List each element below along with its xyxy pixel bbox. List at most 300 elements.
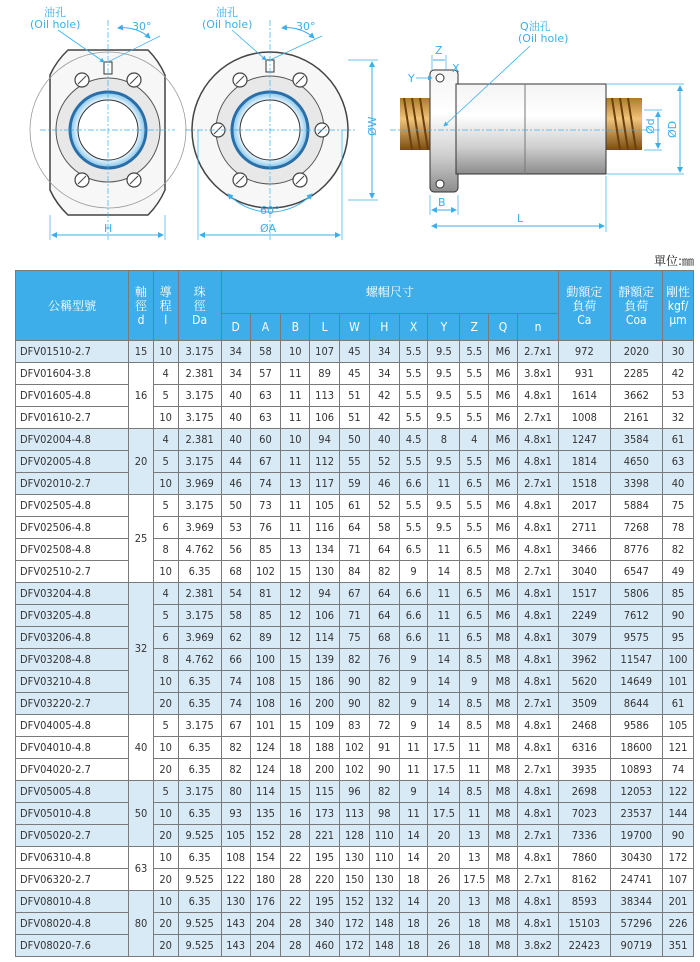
angle-label-left: 30° [132,20,152,33]
cell-rigidity: 75 [663,495,694,517]
cell-B: 18 [281,759,310,781]
cell-Y: 11 [428,627,460,649]
cell-X: 5.5 [399,495,428,517]
cell-Q: M8 [489,803,518,825]
cell-Coa: 9575 [610,627,662,649]
header-ball-line1: 珠 [193,284,206,299]
technical-drawings [0,0,700,255]
header-shaft-line2: 徑 [134,298,147,313]
cell-X: 11 [399,759,428,781]
cell-A: 154 [250,847,281,869]
cell-lead: 8 [153,649,178,671]
cell-Ca: 3040 [559,561,610,583]
q-oil-hole-en: (Oil hole) [518,32,569,45]
cell-H: 82 [369,693,399,715]
cell-X: 6.6 [399,627,428,649]
cell-ball-dia: 2.381 [178,363,221,385]
cell-rigidity: 172 [663,847,694,869]
cell-A: 124 [250,759,281,781]
cell-Z: 11 [460,803,489,825]
cell-model: DFV03220-2.7 [16,693,129,715]
cell-B: 11 [281,517,310,539]
cell-X: 9 [399,649,428,671]
cell-X: 6.6 [399,605,428,627]
cell-model: DFV01604-3.8 [16,363,129,385]
cell-Z: 8.5 [460,649,489,671]
cell-Y: 9.5 [428,341,460,363]
cell-W: 150 [340,869,370,891]
cell-B: 12 [281,605,310,627]
header-dynamic-line2: 負荷 [572,298,597,313]
cell-lead: 10 [153,473,178,495]
cell-model: DFV08010-4.8 [16,891,129,913]
cell-n: 2.7x1 [517,759,558,781]
table-row [16,605,694,627]
cell-Z: 18 [460,935,489,957]
cell-W: 61 [340,495,370,517]
cell-model: DFV02004-4.8 [16,429,129,451]
cell-Z: 5.5 [460,385,489,407]
cell-Y: 17.5 [428,803,460,825]
cell-Ca: 1518 [559,473,610,495]
cell-A: 101 [250,715,281,737]
cell-Q: M6 [489,385,518,407]
cell-Ca: 7860 [559,847,610,869]
front-view-flat-flange [30,5,186,240]
cell-A: 81 [250,583,281,605]
cell-lead: 5 [153,451,178,473]
header-rigidity-line2: kgf/ [667,298,689,313]
cell-ball-dia: 6.35 [178,803,221,825]
header-lead-line1: 導 [159,284,172,299]
cell-B: 22 [281,891,310,913]
cell-rigidity: 85 [663,583,694,605]
cell-n: 4.8x1 [517,913,558,935]
cell-Coa: 3584 [610,429,662,451]
table-row [16,495,694,517]
cell-W: 83 [340,715,370,737]
cell-rigidity: 107 [663,869,694,891]
cell-L: 106 [310,407,340,429]
cell-Ca: 3466 [559,539,610,561]
cell-lead: 6 [153,517,178,539]
cell-H: 82 [369,671,399,693]
cell-Y: 11 [428,473,460,495]
cell-W: 71 [340,539,370,561]
cell-D: 34 [221,363,250,385]
header-static-load [610,271,662,341]
cell-ball-dia: 4.762 [178,539,221,561]
header-ball [178,271,221,341]
cell-B: 12 [281,627,310,649]
spec-table-body [16,341,694,957]
cell-Coa: 7612 [610,605,662,627]
cell-ball-dia: 9.525 [178,913,221,935]
oil-hole-en-left: (Oil hole) [30,18,81,31]
cell-rigidity: 61 [663,429,694,451]
cell-Ca: 7336 [559,825,610,847]
table-row [16,627,694,649]
cell-X: 5.5 [399,407,428,429]
cell-Z: 5.5 [460,341,489,363]
q-oil-hole-zh: Q油孔 [520,20,551,33]
cell-A: 63 [250,385,281,407]
cell-Coa: 5884 [610,495,662,517]
header-D: D [221,314,250,341]
cell-Z: 8.5 [460,781,489,803]
cell-H: 46 [369,473,399,495]
cell-rigidity: 351 [663,935,694,957]
cell-D: 143 [221,913,250,935]
cell-Y: 20 [428,891,460,913]
cell-Z: 9 [460,671,489,693]
cell-Y: 11 [428,605,460,627]
cell-H: 52 [369,495,399,517]
cell-X: 11 [399,803,428,825]
cell-model: DFV08020-4.8 [16,913,129,935]
cell-W: 102 [340,737,370,759]
cell-D: 40 [221,407,250,429]
cell-W: 128 [340,825,370,847]
cell-H: 34 [369,341,399,363]
cell-lead: 20 [153,693,178,715]
header-dynamic-sym: Ca [577,312,592,327]
dim-X: X [452,62,460,75]
cell-Coa: 8776 [610,539,662,561]
cell-Q: M8 [489,737,518,759]
cell-Y: 20 [428,847,460,869]
cell-Z: 8.5 [460,715,489,737]
cell-Y: 11 [428,583,460,605]
cell-L: 139 [310,649,340,671]
cell-lead: 8 [153,539,178,561]
table-row [16,671,694,693]
cell-Y: 8 [428,429,460,451]
cell-B: 11 [281,407,310,429]
cell-A: 60 [250,429,281,451]
table-row [16,363,694,385]
oil-hole-zh-right: 油孔 [216,6,238,19]
cell-Ca: 6316 [559,737,610,759]
cell-Coa: 2285 [610,363,662,385]
cell-H: 72 [369,715,399,737]
cell-shaft-diameter: 40 [129,715,154,781]
cell-A: 85 [250,539,281,561]
cell-H: 130 [369,869,399,891]
cell-B: 16 [281,803,310,825]
cell-B: 12 [281,583,310,605]
cell-D: 62 [221,627,250,649]
cell-A: 152 [250,825,281,847]
cell-D: 122 [221,869,250,891]
cell-X: 14 [399,891,428,913]
cell-Q: M6 [489,583,518,605]
header-shaft-line1: 軸 [134,284,147,299]
cell-X: 18 [399,913,428,935]
cell-Coa: 2161 [610,407,662,429]
header-lead [153,271,178,341]
cell-W: 51 [340,407,370,429]
cell-B: 10 [281,341,310,363]
cell-Z: 17.5 [460,869,489,891]
dim-B: B [438,196,446,209]
cell-n: 2.7x1 [517,869,558,891]
cell-Z: 6.5 [460,473,489,495]
cell-Y: 14 [428,693,460,715]
cell-Coa: 4650 [610,451,662,473]
dim-L: L [517,212,524,225]
cell-Y: 26 [428,913,460,935]
cell-shaft-diameter: 63 [129,847,154,891]
cell-n: 4.8x1 [517,847,558,869]
cell-H: 68 [369,627,399,649]
side-view [390,19,684,232]
cell-ball-dia: 6.35 [178,561,221,583]
cell-Z: 6.5 [460,605,489,627]
cell-A: 204 [250,935,281,957]
cell-H: 58 [369,517,399,539]
cell-X: 5.5 [399,363,428,385]
header-n: n [517,314,558,341]
cell-H: 76 [369,649,399,671]
cell-L: 114 [310,627,340,649]
cell-Z: 8.5 [460,561,489,583]
cell-W: 102 [340,759,370,781]
cell-L: 200 [310,759,340,781]
cell-Coa: 24741 [610,869,662,891]
cell-n: 3.8x1 [517,363,558,385]
cell-L: 340 [310,913,340,935]
cell-Y: 14 [428,649,460,671]
cell-Coa: 3662 [610,385,662,407]
cell-Ca: 15103 [559,913,610,935]
cell-A: 108 [250,693,281,715]
cell-lead: 4 [153,363,178,385]
cell-Ca: 3079 [559,627,610,649]
cell-L: 105 [310,495,340,517]
table-row [16,341,694,363]
cell-Q: M6 [489,605,518,627]
cell-ball-dia: 3.175 [178,715,221,737]
cell-H: 42 [369,407,399,429]
cell-model: DFV02010-2.7 [16,473,129,495]
cell-Ca: 931 [559,363,610,385]
dim-H: H [104,222,113,235]
cell-Ca: 972 [559,341,610,363]
cell-L: 116 [310,517,340,539]
header-B: B [281,314,310,341]
cell-H: 82 [369,561,399,583]
cell-L: 173 [310,803,340,825]
cell-D: 58 [221,605,250,627]
cell-ball-dia: 3.969 [178,517,221,539]
cell-A: 67 [250,451,281,473]
cell-model: DFV02510-2.7 [16,561,129,583]
cell-model: DFV02506-4.8 [16,517,129,539]
cell-H: 110 [369,825,399,847]
cell-Coa: 2020 [610,341,662,363]
cell-Ca: 2711 [559,517,610,539]
cell-Q: M6 [489,363,518,385]
cell-Y: 14 [428,715,460,737]
cell-W: 113 [340,803,370,825]
cell-W: 45 [340,341,370,363]
cell-L: 195 [310,847,340,869]
table-row [16,693,694,715]
cell-W: 84 [340,561,370,583]
cell-H: 42 [369,385,399,407]
cell-Q: M6 [489,429,518,451]
cell-X: 9 [399,693,428,715]
cell-Y: 9.5 [428,517,460,539]
cell-A: 58 [250,341,281,363]
cell-Ca: 1814 [559,451,610,473]
cell-model: DFV04020-2.7 [16,759,129,781]
cell-shaft-diameter: 25 [129,495,154,583]
cell-Coa: 3398 [610,473,662,495]
cell-A: 102 [250,561,281,583]
cell-L: 195 [310,891,340,913]
cell-Coa: 38344 [610,891,662,913]
cell-X: 14 [399,825,428,847]
cell-Y: 11 [428,539,460,561]
cell-W: 96 [340,781,370,803]
cell-B: 28 [281,935,310,957]
cell-lead: 10 [153,737,178,759]
cell-A: 100 [250,649,281,671]
cell-X: 5.5 [399,385,428,407]
cell-B: 22 [281,847,310,869]
cell-Y: 26 [428,869,460,891]
cell-H: 98 [369,803,399,825]
cell-X: 14 [399,847,428,869]
cell-D: 53 [221,517,250,539]
cell-Z: 6.5 [460,627,489,649]
cell-Coa: 10893 [610,759,662,781]
cell-model: DFV03205-4.8 [16,605,129,627]
cell-L: 109 [310,715,340,737]
cell-Y: 9.5 [428,407,460,429]
cell-n: 3.8x2 [517,935,558,957]
header-dynamic-line1: 動額定 [566,284,603,299]
cell-B: 15 [281,671,310,693]
cell-rigidity: 121 [663,737,694,759]
cell-model: DFV06310-4.8 [16,847,129,869]
angle-label-right: 30° [296,20,316,33]
header-rigidity-line3: μm [669,312,687,327]
cell-Ca: 2468 [559,715,610,737]
cell-n: 4.8x1 [517,539,558,561]
header-Y: Y [428,314,460,341]
cell-W: 67 [340,583,370,605]
cell-A: 57 [250,363,281,385]
cell-Q: M8 [489,693,518,715]
cell-lead: 10 [153,671,178,693]
cell-D: 143 [221,935,250,957]
cell-Coa: 90719 [610,935,662,957]
cell-L: 115 [310,781,340,803]
cell-A: 135 [250,803,281,825]
cell-Z: 4 [460,429,489,451]
cell-H: 148 [369,913,399,935]
cell-Y: 9.5 [428,451,460,473]
header-H: H [369,314,399,341]
cell-W: 172 [340,913,370,935]
cell-rigidity: 122 [663,781,694,803]
cell-ball-dia: 2.381 [178,583,221,605]
cell-rigidity: 100 [663,649,694,671]
header-Q: Q [489,314,518,341]
cell-n: 4.8x1 [517,781,558,803]
cell-A: 85 [250,605,281,627]
cell-A: 124 [250,737,281,759]
cell-shaft-diameter: 15 [129,341,154,363]
cell-Q: M8 [489,869,518,891]
header-A: A [250,314,281,341]
cell-Y: 17.5 [428,759,460,781]
cell-W: 71 [340,605,370,627]
cell-H: 132 [369,891,399,913]
cell-Q: M6 [489,517,518,539]
cell-model: DFV02505-4.8 [16,495,129,517]
cell-ball-dia: 6.35 [178,693,221,715]
cell-B: 11 [281,363,310,385]
cell-X: 9 [399,715,428,737]
cell-Coa: 9586 [610,715,662,737]
cell-rigidity: 53 [663,385,694,407]
oil-hole-en-right: (Oil hole) [202,18,253,31]
cell-n: 4.8x1 [517,517,558,539]
cell-rigidity: 95 [663,627,694,649]
cell-n: 4.8x1 [517,605,558,627]
header-X: X [399,314,428,341]
cell-L: 94 [310,429,340,451]
cell-Ca: 2249 [559,605,610,627]
cell-lead: 5 [153,781,178,803]
cell-n: 2.7x1 [517,407,558,429]
header-static-sym: Coa [625,312,647,327]
cell-H: 110 [369,847,399,869]
cell-lead: 20 [153,869,178,891]
cell-B: 11 [281,451,310,473]
cell-n: 2.7x1 [517,561,558,583]
cell-model: DFV05010-4.8 [16,803,129,825]
cell-rigidity: 101 [663,671,694,693]
cell-model: DFV05020-2.7 [16,825,129,847]
cell-B: 28 [281,825,310,847]
cell-ball-dia: 3.175 [178,781,221,803]
cell-L: 130 [310,561,340,583]
cell-n: 4.8x1 [517,451,558,473]
cell-Coa: 11547 [610,649,662,671]
cell-Q: M6 [489,495,518,517]
cell-Coa: 14649 [610,671,662,693]
table-row [16,869,694,891]
dim-Y: Y [408,72,415,85]
header-static-line1: 靜額定 [618,284,655,299]
cell-Y: 9.5 [428,385,460,407]
cell-W: 45 [340,363,370,385]
cell-H: 91 [369,737,399,759]
table-row [16,825,694,847]
cell-W: 82 [340,649,370,671]
cell-Ca: 2017 [559,495,610,517]
cell-n: 2.7x1 [517,825,558,847]
header-static-line2: 負荷 [624,298,649,313]
cell-W: 172 [340,935,370,957]
cell-D: 40 [221,385,250,407]
cell-ball-dia: 9.525 [178,935,221,957]
